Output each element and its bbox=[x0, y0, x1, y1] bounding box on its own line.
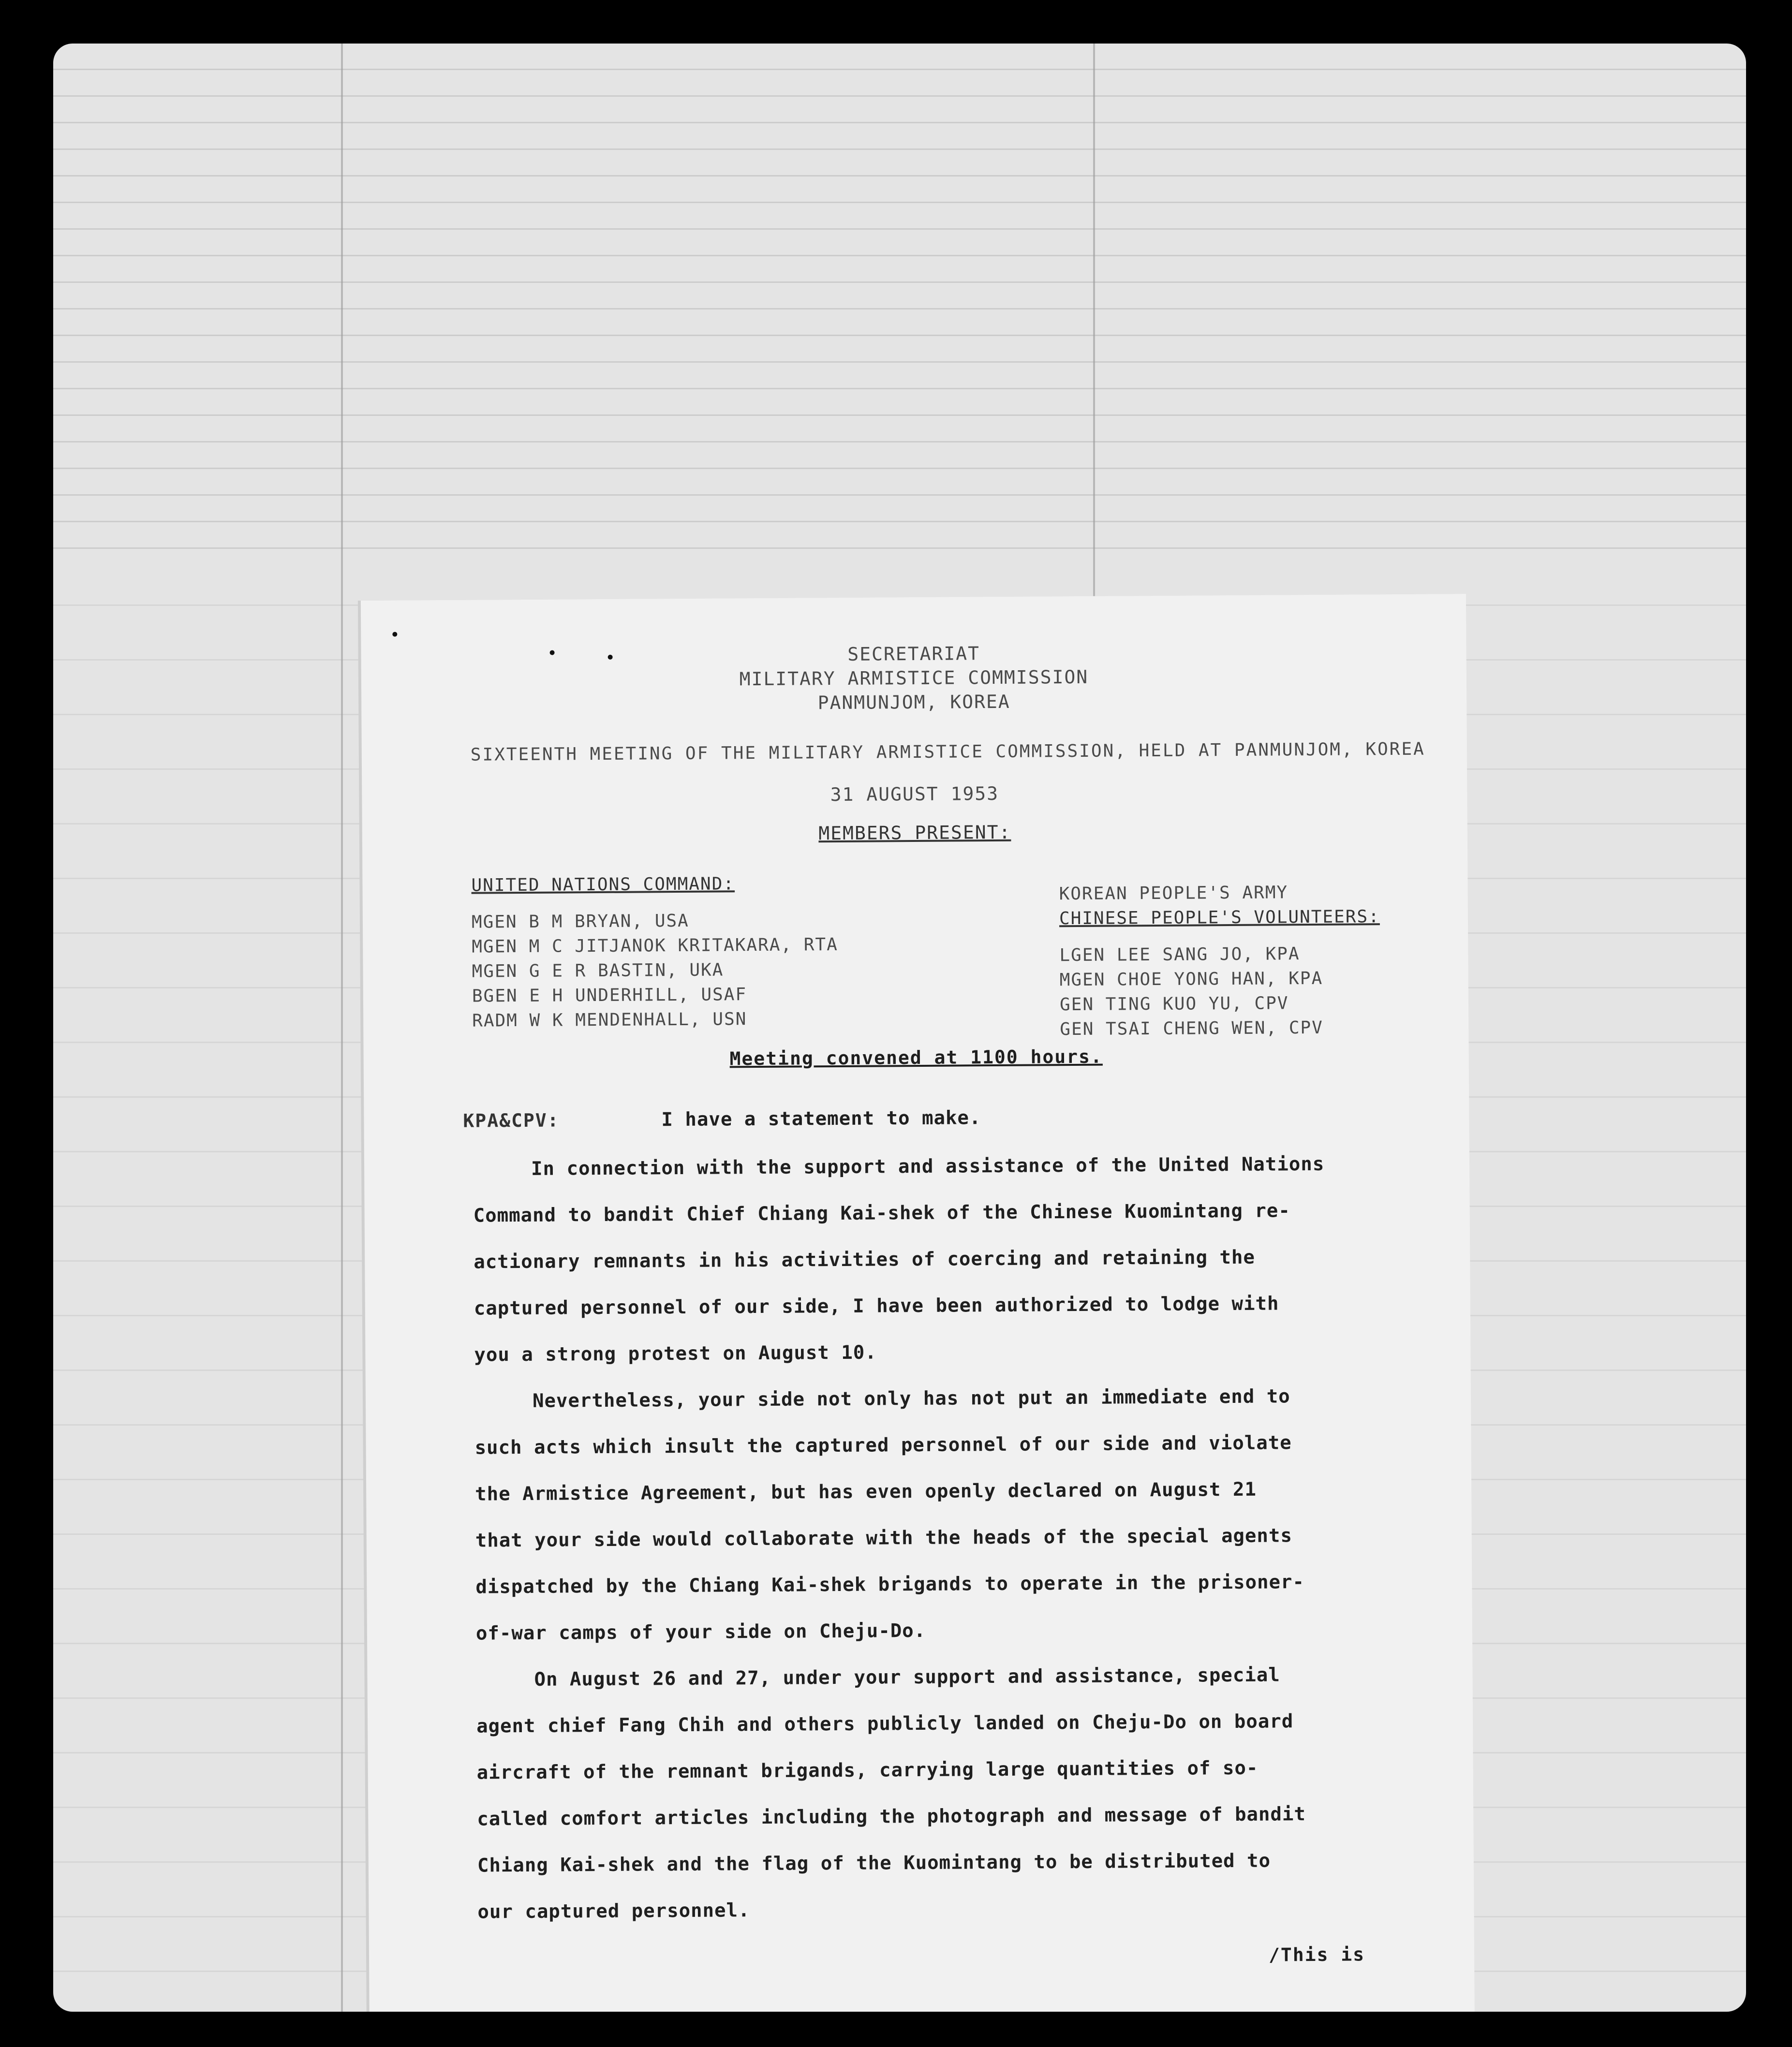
statement-line: captured personnel of our side, I have been authorized to lodge with bbox=[474, 1293, 1279, 1320]
statement-line: that your side would collaborate with the heads of the special agents bbox=[475, 1525, 1293, 1552]
kpa-heading: KOREAN PEOPLE'S ARMY bbox=[1059, 883, 1288, 904]
unc-member: MGEN M C JITJANOK KRITAKARA, RTA bbox=[472, 934, 838, 957]
cpv-heading: CHINESE PEOPLE'S VOLUNTEERS: bbox=[1059, 907, 1380, 929]
statement-line: you a strong protest on August 10. bbox=[474, 1341, 877, 1366]
header-secretariat: SECRETARIAT bbox=[847, 643, 980, 665]
statement-line: Nevertheless, your side not only has not put an immediate end to bbox=[532, 1385, 1290, 1412]
vertical-rule bbox=[341, 44, 343, 2012]
statement-line: On August 26 and 27, under your support and assistance, special bbox=[534, 1664, 1280, 1691]
kpa-member: LGEN LEE SANG JO, KPA bbox=[1059, 944, 1300, 966]
header-location: PANMUNJOM, KOREA bbox=[817, 691, 1010, 714]
kpa-member: MGEN CHOE YONG HAN, KPA bbox=[1059, 968, 1323, 990]
kpa-member: GEN TSAI CHENG WEN, CPV bbox=[1060, 1017, 1323, 1040]
statement-line: actionary remnants in his activities of coercing and retaining the bbox=[474, 1246, 1256, 1273]
statement-line: such acts which insult the captured personnel of our side and violate bbox=[474, 1432, 1292, 1459]
microfilm-frame bbox=[53, 44, 1746, 2012]
statement-line: aircraft of the remnant brigands, carrying large quantities of so- bbox=[476, 1757, 1259, 1784]
typed-document-page bbox=[361, 594, 1475, 2012]
unc-member: MGEN B M BRYAN, USA bbox=[471, 911, 689, 932]
statement-line: In connection with the support and assistance of the United Nations bbox=[531, 1153, 1325, 1180]
statement-line: called comfort articles including the photograph and message of bandit bbox=[477, 1803, 1306, 1830]
header-commission: MILITARY ARMISTICE COMMISSION bbox=[739, 666, 1089, 690]
statement-line: Chiang Kai-shek and the flag of the Kuomintang to be distributed to bbox=[477, 1850, 1271, 1877]
statement-line: of-war camps of your side on Cheju-Do. bbox=[475, 1620, 926, 1645]
unc-member: BGEN E H UNDERHILL, USAF bbox=[472, 985, 747, 1006]
unc-members bbox=[471, 871, 839, 1033]
statement-line: I have a statement to make. bbox=[661, 1107, 981, 1131]
kpa-cpv-members bbox=[1059, 880, 1380, 1042]
unc-member: MGEN G E R BASTIN, UKA bbox=[472, 960, 724, 982]
ledger-lines-upper bbox=[53, 44, 1746, 551]
statement-body bbox=[473, 1105, 1325, 1947]
statement-line: the Armistice Agreement, but has even openly declared on August 21 bbox=[475, 1478, 1257, 1505]
ink-speck bbox=[392, 632, 397, 637]
members-present-heading: MEMBERS PRESENT: bbox=[818, 821, 1011, 844]
unc-heading: UNITED NATIONS COMMAND: bbox=[471, 874, 735, 896]
meeting-title: SIXTEENTH MEETING OF THE MILITARY ARMISTICE COMMISSION, HELD AT PANMUNJOM, KOREA bbox=[470, 739, 1425, 765]
kpa-member: GEN TING KUO YU, CPV bbox=[1059, 993, 1289, 1015]
statement-line: Command to bandit Chief Chiang Kai-shek of the Chinese Kuomintang re- bbox=[473, 1200, 1290, 1227]
meeting-convened: Meeting convened at 1100 hours. bbox=[729, 1046, 1103, 1070]
statement-line: dispatched by the Chiang Kai-shek brigands to operate in the prisoner- bbox=[475, 1571, 1305, 1598]
continuation-marker: /This is bbox=[1268, 1944, 1365, 1966]
meeting-date: 31 AUGUST 1953 bbox=[830, 782, 999, 806]
speaker-label: KPA&CPV: bbox=[463, 1109, 560, 1132]
statement-line: agent chief Fang Chih and others publicly landed on Cheju-Do on board bbox=[476, 1710, 1294, 1738]
unc-member: RADM W K MENDENHALL, USN bbox=[472, 1009, 747, 1031]
statement-line: our captured personnel. bbox=[477, 1900, 750, 1923]
